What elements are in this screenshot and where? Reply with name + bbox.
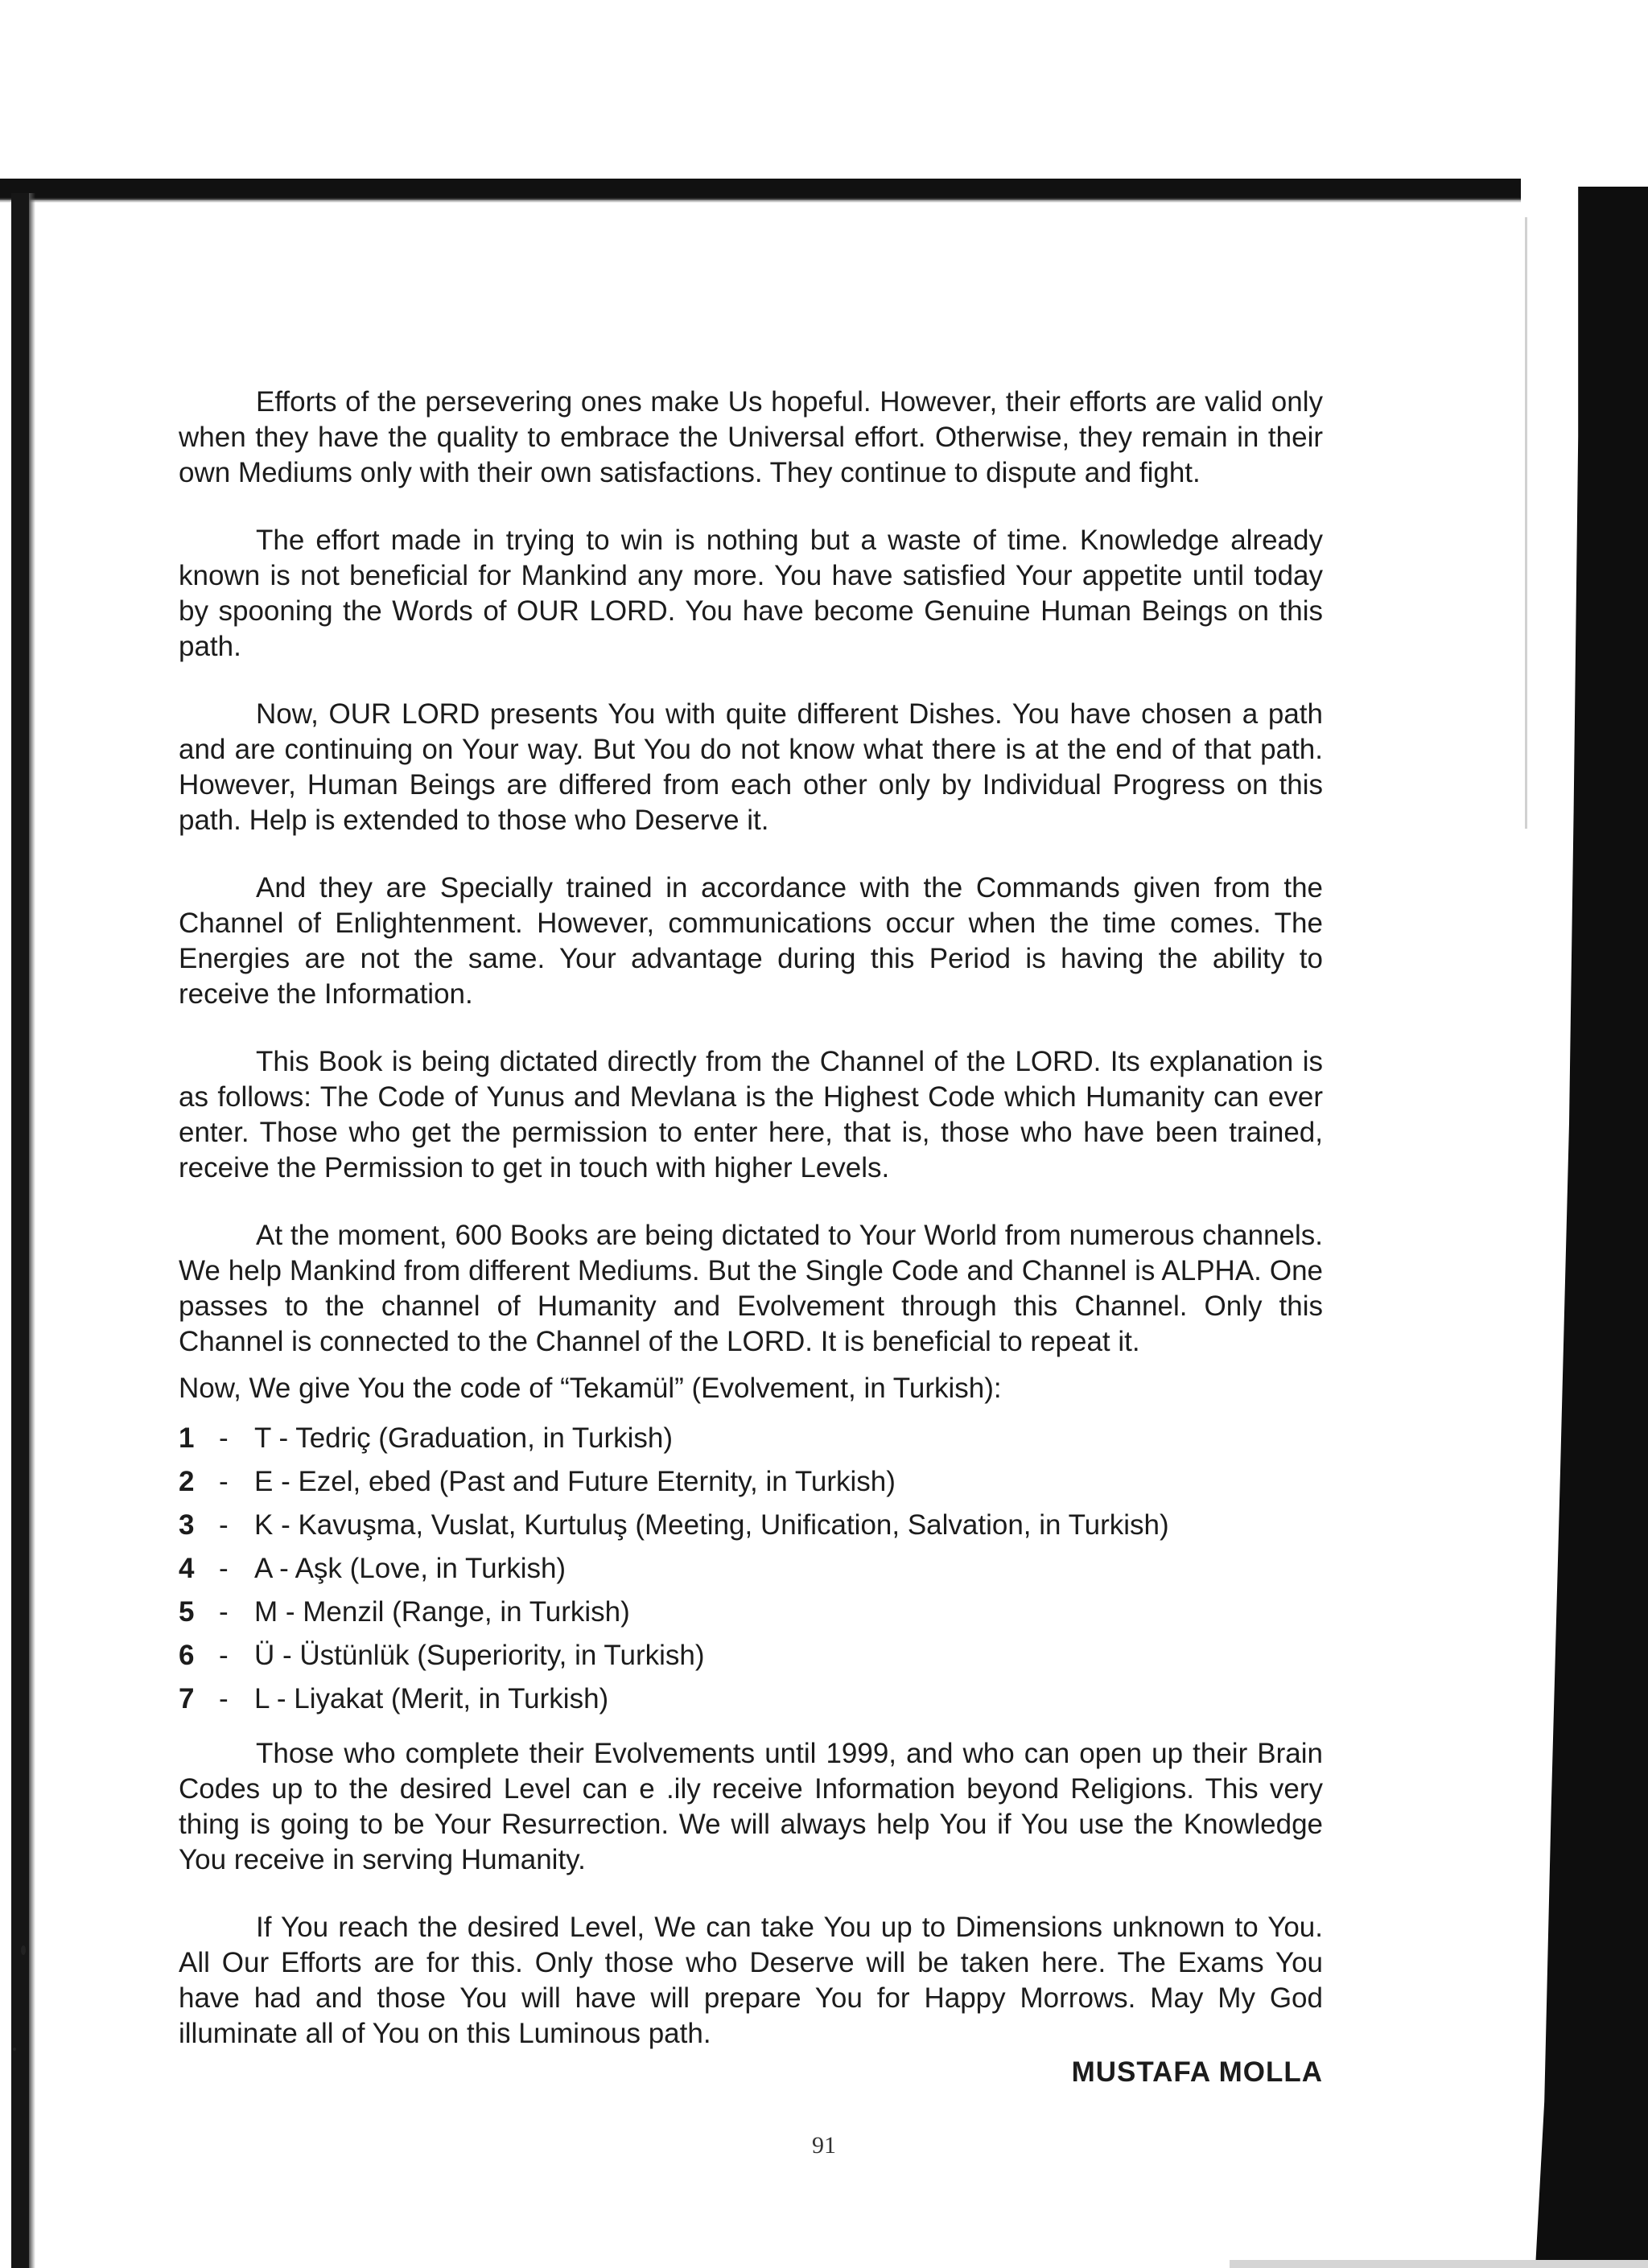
paragraph: If You reach the desired Level, We can take You up to Dimensions unknown to You. All Our Efforts are for this. Only those who Deserve will be taken here. The Exams You have had and those You will have will prepare You for Happy Morrows. May My God illuminate all of You on this Luminous path. <box>179 1912 1323 2049</box>
list-text: T - Tedriç (Graduation, in Turkish) <box>254 1422 674 1454</box>
paragraph: The effort made in trying to win is nothing but a waste of time. Knowledge already known is not beneficial for Mankind any more. You have satisfied Your appetite until today by spooning the Words of OUR LORD. You have become Genuine Human Beings on this path. <box>179 525 1323 662</box>
list-text: L - Liyakat (Merit, in Turkish) <box>254 1683 609 1714</box>
list-number: 4 <box>179 1553 195 1584</box>
paragraph: This Book is being dictated directly from the Channel of the LORD. Its explanation is as follows: The Code of Yunus and Mevlana is the Highest Code which Humanity can ever enter. Those who get the permission to enter here, that is, those who have been trained, receive the Permission to get in touch with higher Levels. <box>179 1046 1323 1183</box>
page-number: 91 <box>812 2132 836 2159</box>
scan-speck <box>21 1945 26 1955</box>
list-item <box>179 1421 1323 1464</box>
intro-line: Now, We give You the code of “Tekamül” (Evolvement, in Turkish): <box>179 1373 1002 1404</box>
paragraph: At the moment, 600 Books are being dictated to Your World from numerous channels. We help Mankind from different Mediums. But the Single Code and Channel is ALPHA. One passes to the channel of Humanity and Evolvement through this Channel. Only this Channel is connected to the Channel of the LORD. It is beneficial to repeat it. <box>179 1220 1323 1357</box>
list-number: 5 <box>179 1596 195 1628</box>
list-item <box>179 1551 1323 1595</box>
paragraph: Those who complete their Evolvements until 1999, and who can open up their Brain Codes up to the desired Level can e .ily receive Information beyond Religions. This very thing is going to be Your Resurrection. We will always help You if You use the Knowledge You receive in serving Humanity. <box>179 1738 1323 1875</box>
list-item <box>179 1595 1323 1638</box>
scan-left-shadow <box>29 193 35 2268</box>
scan-bottom-shadow <box>1230 2260 1648 2268</box>
document-page <box>179 385 1323 2090</box>
list-text: E - Ezel, ebed (Past and Future Eternity, in Turkish) <box>254 1466 896 1497</box>
scan-left-edge <box>11 193 29 2268</box>
list-dash: - <box>219 1422 229 1454</box>
list-item <box>179 1464 1323 1508</box>
paragraph: Efforts of the persevering ones make Us hopeful. However, their efforts are valid only when they have the quality to embrace the Universal effort. Otherwise, they remain in their own Mediums only with their own satisfactions. They continue to dispute and fight. <box>179 386 1323 488</box>
signature: MUSTAFA MOLLA <box>1071 2056 1323 2088</box>
scan-right-line <box>1525 217 1527 829</box>
list-text: M - Menzil (Range, in Turkish) <box>254 1596 630 1628</box>
paragraph: And they are Specially trained in accordance with the Commands given from the Channel of Enlightenment. However, communications occur when the time comes. The Energies are not the same. Your advantage during this Period is having the ability to receive the Information. <box>179 872 1323 1010</box>
scan-right-edge <box>1535 187 1648 2268</box>
list-number: 7 <box>179 1683 195 1714</box>
list-item <box>179 1508 1323 1551</box>
scan-speck <box>13 2048 16 2051</box>
list-item <box>179 1638 1323 1681</box>
tekamul-code-list <box>179 1421 1323 1725</box>
list-number: 3 <box>179 1509 195 1541</box>
list-text: K - Kavuşma, Vuslat, Kurtuluş (Meeting, Unification, Salvation, in Turkish) <box>254 1509 1169 1541</box>
list-dash: - <box>219 1466 229 1497</box>
list-dash: - <box>219 1640 229 1671</box>
list-text: A - Aşk (Love, in Turkish) <box>254 1553 566 1584</box>
list-dash: - <box>219 1596 229 1628</box>
list-dash: - <box>219 1553 229 1584</box>
list-dash: - <box>219 1509 229 1541</box>
paragraph: Now, OUR LORD presents You with quite different Dishes. You have chosen a path and are continuing on Your way. But You do not know what there is at the end of that path. However, Human Beings are differed from each other only by Individual Progress on this path. Help is extended to those who Deserve it. <box>179 698 1323 836</box>
scan-top-edge <box>0 179 1521 200</box>
list-number: 6 <box>179 1640 195 1671</box>
list-item <box>179 1681 1323 1725</box>
list-dash: - <box>219 1683 229 1714</box>
list-number: 2 <box>179 1466 195 1497</box>
list-number: 1 <box>179 1422 195 1454</box>
scan-top-shadow <box>0 198 1521 203</box>
list-text: Ü - Üstünlük (Superiority, in Turkish) <box>254 1640 705 1671</box>
